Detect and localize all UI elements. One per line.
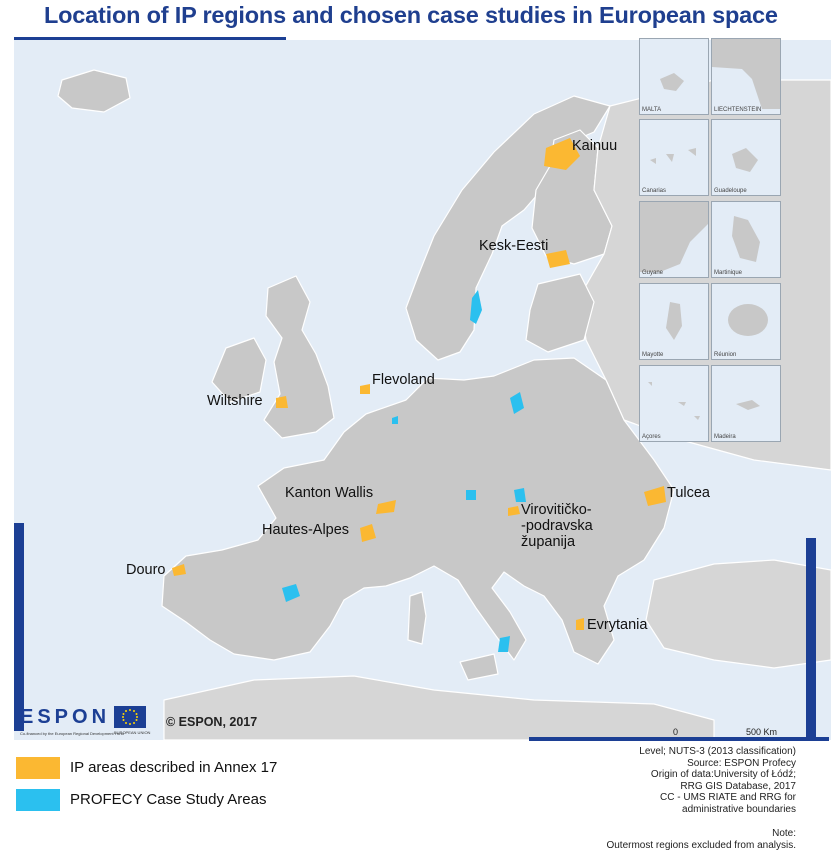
inset-liechtenstein-shape [712, 39, 781, 115]
sicily-shape [460, 654, 498, 680]
source-notes [639, 746, 796, 815]
inset-guadeloupe [711, 119, 781, 196]
inset-caption: Canarias [642, 188, 666, 194]
inset-madeira-shape [712, 366, 781, 442]
case-area-austria [466, 490, 476, 500]
frame-bar-bottom [529, 737, 829, 741]
inset-caption: LIECHTENSTEIN [714, 107, 761, 113]
note-block [606, 828, 796, 851]
inset-canarias [639, 119, 709, 196]
label-kesk-eesti: Kesk-Eesti [479, 238, 548, 255]
inset-mayotte [639, 283, 709, 360]
inset-guadeloupe-shape [712, 120, 781, 196]
north-africa-shape [164, 676, 714, 740]
inset-malta-shape [640, 39, 709, 115]
inset-caption: MALTA [642, 107, 661, 113]
inset-martinique-shape [712, 202, 781, 278]
inset-canarias-shape [640, 120, 709, 196]
scale-zero: 0 [673, 727, 678, 737]
source-line: administrative boundaries [639, 804, 796, 816]
inset-caption: Madeira [714, 434, 736, 440]
inset-martinique [711, 201, 781, 278]
inset-caption: Guadeloupe [714, 188, 747, 194]
ip-area-douro [172, 564, 186, 576]
inset-caption: Martinique [714, 270, 742, 276]
scale-max: 500 Km [746, 727, 777, 737]
label-douro: Douro [126, 562, 166, 579]
inset-acores-shape [640, 366, 709, 442]
map-title: Location of IP regions and chosen case studies in European space [44, 2, 778, 29]
inset-caption: Mayotte [642, 352, 663, 358]
espon-cofinanced: Co-financed by the European Regional Development Fund [20, 731, 124, 736]
source-line: CC - UMS RIATE and RRG for [639, 792, 796, 804]
inset-caption: Guyane [642, 270, 663, 276]
source-line: RRG GIS Database, 2017 [639, 781, 796, 793]
turkey-shape [646, 560, 831, 668]
label-kanton-wallis: Kanton Wallis [285, 485, 373, 502]
label-virovitica-3: županija [521, 534, 575, 551]
eu-caption: EUROPEAN UNION [114, 730, 150, 735]
frame-bar-right-bottom [806, 538, 816, 738]
inset-mayotte-shape [640, 284, 709, 360]
ip-area-flevoland [360, 384, 370, 394]
eu-flag-icon [114, 706, 146, 728]
inset-guyane [639, 201, 709, 278]
label-tulcea: Tulcea [667, 485, 710, 502]
legend-ip-label: IP areas described in Annex 17 [70, 759, 277, 776]
inset-reunion-shape [712, 284, 781, 360]
legend-case-label: PROFECY Case Study Areas [70, 791, 266, 808]
espon-logo: ESPON [20, 706, 110, 729]
great-britain-shape [264, 276, 334, 438]
source-line: Source: ESPON Profecy [639, 758, 796, 770]
label-evrytania: Evrytania [587, 617, 647, 634]
inset-reunion [711, 283, 781, 360]
note-heading: Note: [606, 828, 796, 840]
baltic-shape [526, 274, 594, 352]
iceland-shape [58, 70, 130, 112]
inset-malta [639, 38, 709, 115]
inset-liechtenstein [711, 38, 781, 115]
frame-bar-left-bottom [14, 523, 24, 731]
source-line: Origin of data:University of Łódź; [639, 769, 796, 781]
inset-madeira [711, 365, 781, 442]
label-flevoland: Flevoland [372, 372, 435, 389]
legend-swatch-case [16, 789, 60, 811]
ip-area-wiltshire [276, 396, 288, 408]
label-hautes-alpes: Hautes-Alpes [262, 522, 349, 539]
label-wiltshire: Wiltshire [207, 393, 263, 410]
label-kainuu: Kainuu [572, 138, 617, 155]
source-line: Level; NUTS-3 (2013 classification) [639, 746, 796, 758]
corsica-sardinia-shape [408, 592, 426, 644]
copyright: © ESPON, 2017 [166, 715, 257, 729]
label-virovitica-1: Virovitičko- [521, 502, 592, 519]
inset-acores [639, 365, 709, 442]
inset-caption: Açores [642, 434, 661, 440]
legend-swatch-ip [16, 757, 60, 779]
case-area-hungary [514, 488, 526, 502]
note-text: Outermost regions excluded from analysis. [606, 840, 796, 851]
inset-guyane-shape [640, 202, 709, 278]
inset-caption: Réunion [714, 352, 736, 358]
ip-area-evrytania [576, 618, 584, 630]
label-virovitica-2: -podravska [521, 518, 593, 535]
